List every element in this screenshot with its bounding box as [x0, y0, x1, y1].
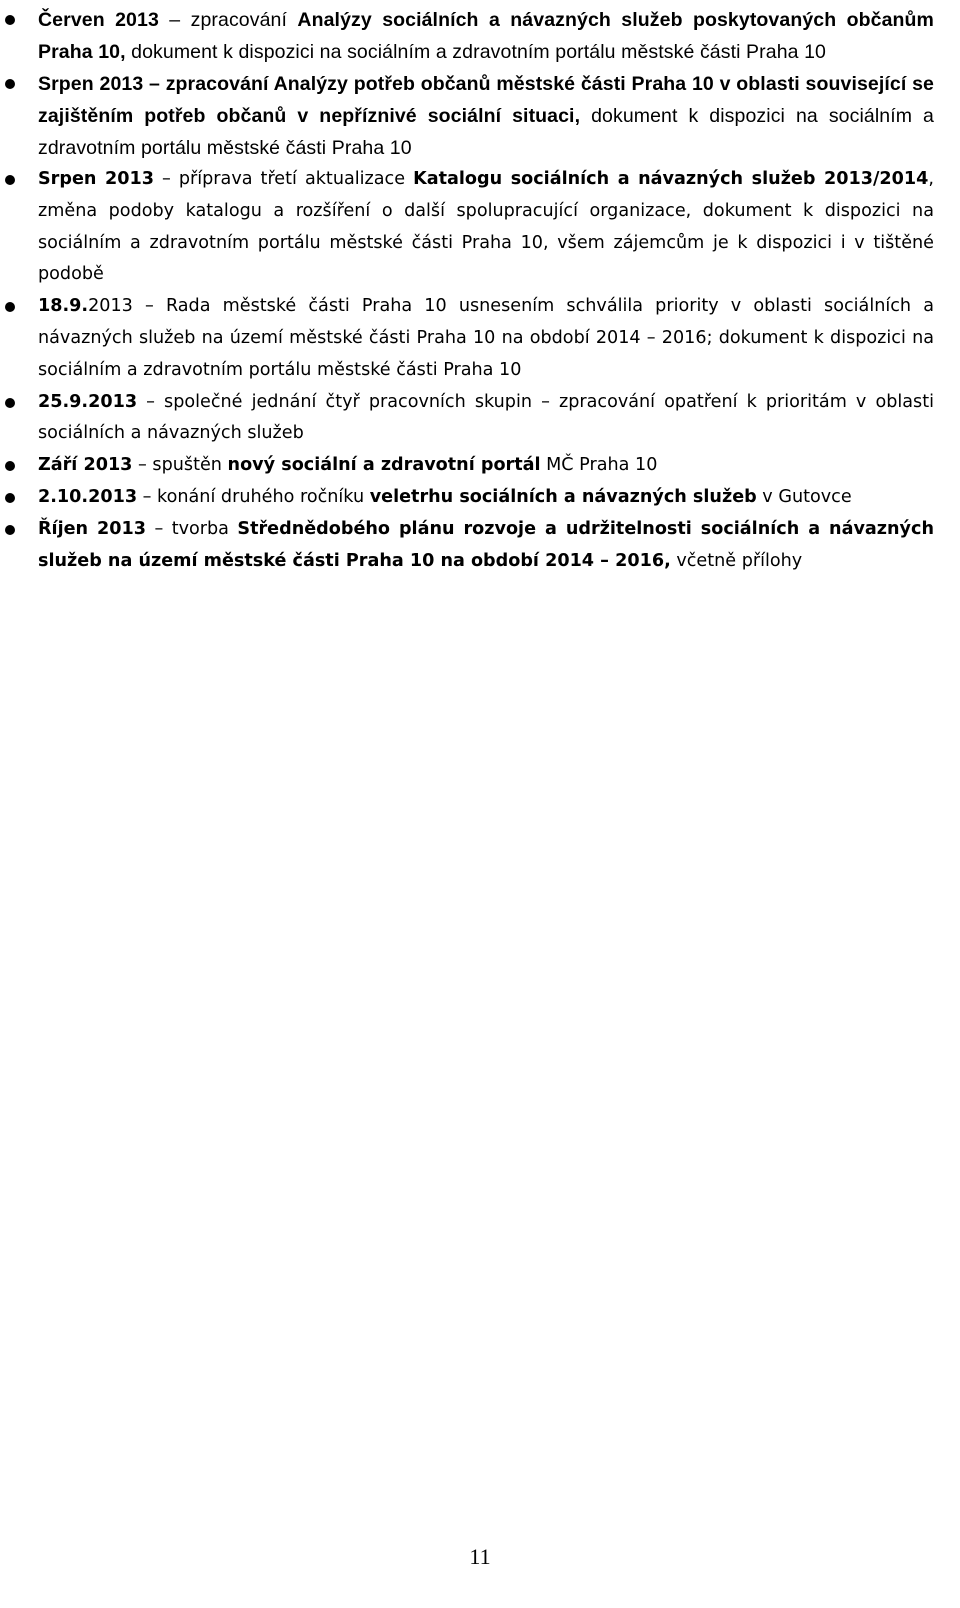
item-text-bold: Říjen 2013 — [38, 518, 147, 539]
item-text: – zpracování — [158, 9, 298, 31]
page-number: 11 — [469, 1544, 491, 1569]
list-item — [38, 68, 934, 164]
list-item — [38, 387, 934, 451]
list-item — [38, 514, 934, 578]
item-text-bold: nový sociální a zdravotní portál — [227, 455, 541, 476]
list-item — [38, 450, 934, 482]
item-text-bold: Analýzy sociálních a návazných služeb poskytovaných občanům Praha 10, — [38, 9, 934, 63]
bullet-icon — [5, 461, 15, 471]
list-item — [38, 4, 934, 68]
list-item — [38, 164, 934, 291]
bullet-icon — [5, 302, 15, 312]
item-text-bold: Červen 2013 — [38, 9, 159, 31]
item-text: včetně přílohy — [670, 550, 803, 571]
bullet-icon — [5, 175, 15, 185]
bullet-icon — [5, 15, 15, 25]
item-text-bold: 18.9. — [38, 296, 89, 317]
item-text-bold: 25.9.2013 — [38, 391, 138, 412]
item-text: – konání druhého ročníku — [137, 486, 370, 507]
bullet-icon — [5, 493, 15, 503]
item-text: – příprava třetí aktualizace — [153, 169, 414, 189]
item-text-bold: Srpen 2013 – zpracování Analýzy potřeb občanů městské části Praha 10 v oblasti související se zajištěním potřeb občanů v nepříznivé sociální situaci, — [38, 73, 934, 127]
item-text: dokument k dispozici na sociálním a zdravotním portálu městské části Praha 10 — [125, 41, 826, 63]
item-text: , změna podoby katalogu a rozšíření o další spolupracující organizace, dokument k dispozici na sociálním a zdravotním portálu městské části Praha 10, všem zájemcům je k dispozici i v tištěné podobě — [38, 169, 934, 285]
item-text: v Gutovce — [756, 486, 852, 507]
item-text-bold: veletrhu sociálních a návazných služeb — [369, 486, 757, 507]
item-text: 2013 – Rada městské části Praha 10 usnesením schválila priority v oblasti sociálních a návazných služeb na území městské části Praha 10 na období 2014 – 2016; dokument k dispozici na sociálním a zdravotním portálu městské části Praha 10 — [38, 296, 934, 380]
list-item — [38, 482, 934, 514]
item-text-bold: 2.10.2013 — [38, 486, 138, 507]
item-text: MČ Praha 10 — [540, 455, 658, 476]
item-text-bold: Střednědobého plánu rozvoje a udržitelnosti sociálních a návazných služeb na území městské části Praha 10 na období 2014 – 2016, — [38, 518, 934, 571]
bullet-icon — [5, 398, 15, 408]
item-text-bold: Katalogu sociálních a návazných služeb 2013/2014 — [413, 169, 929, 189]
item-text-bold: Září 2013 — [38, 455, 133, 476]
item-text: – společné jednání čtyř pracovních skupin – zpracování opatření k prioritám v oblasti sociálních a návazných služeb — [38, 391, 934, 444]
item-text: – tvorba — [146, 518, 238, 539]
bullet-list — [38, 4, 934, 577]
item-text: – spuštěn — [132, 455, 228, 476]
item-text-bold: Srpen 2013 — [38, 169, 154, 189]
bullet-icon — [5, 525, 15, 535]
list-item — [38, 291, 934, 386]
bullet-icon — [5, 79, 15, 89]
item-text: dokument k dispozici na sociálním a zdravotním portálu městské části Praha 10 — [38, 105, 934, 159]
